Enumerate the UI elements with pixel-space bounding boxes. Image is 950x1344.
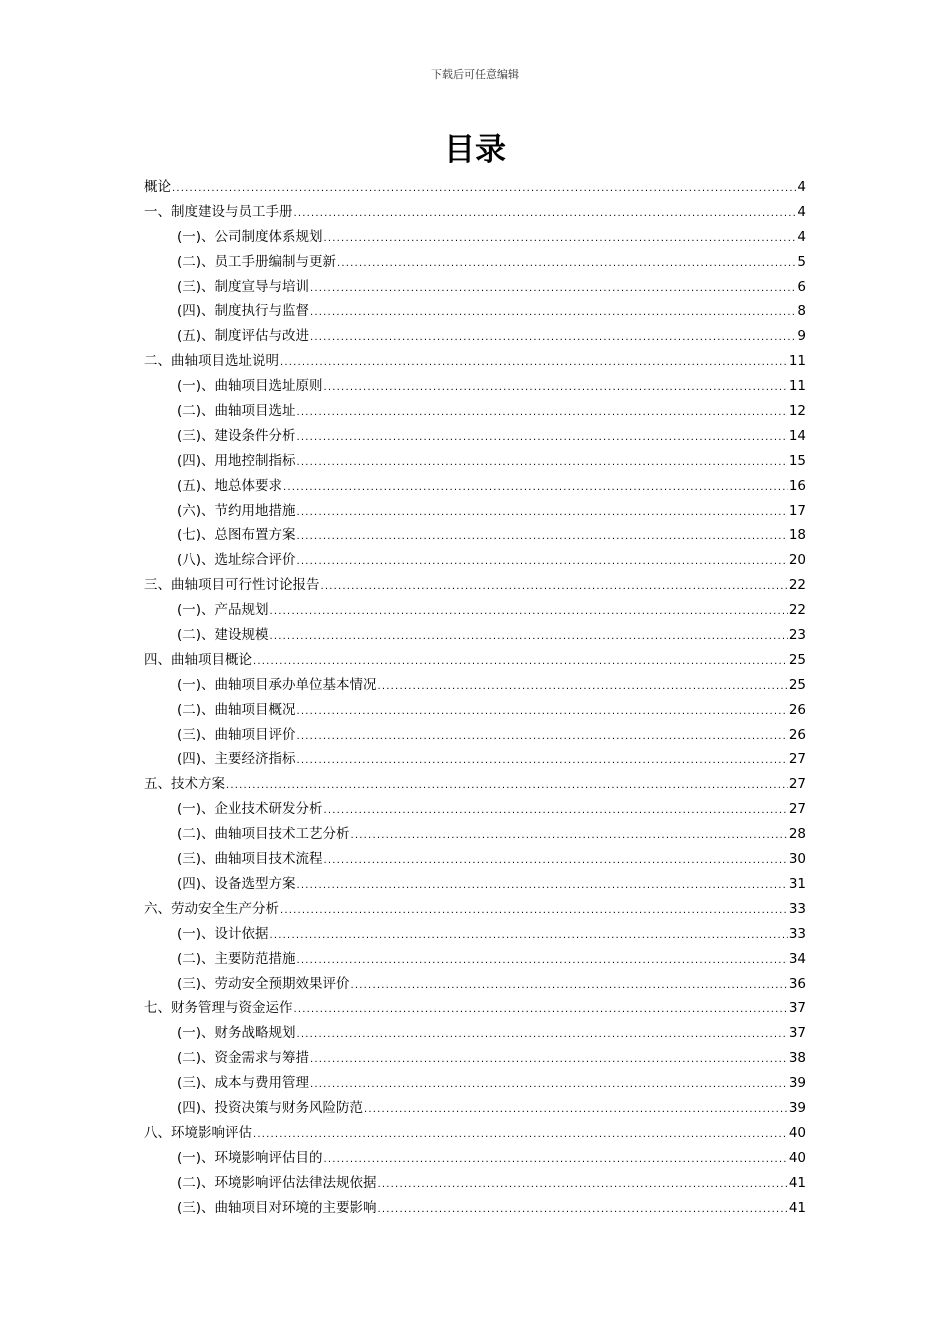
toc-subentry[interactable] (144, 324, 806, 349)
toc-dot-leader (337, 252, 796, 277)
toc-dot-leader (172, 177, 796, 202)
toc-page-number: 27 (788, 801, 806, 818)
toc-page-number: 15 (788, 452, 806, 469)
toc-page-number: 22 (788, 577, 806, 594)
toc-page-number: 26 (788, 726, 806, 743)
toc-entry-label: (四)、制度执行与监督 (177, 303, 310, 320)
toc-page-number: 17 (788, 502, 806, 519)
toc-entry[interactable] (144, 573, 806, 598)
toc-subentry[interactable] (144, 374, 806, 399)
toc-entry-label: (四)、用地控制指标 (177, 452, 296, 469)
toc-subentry[interactable] (144, 847, 806, 872)
toc-entry-label: (四)、投资决策与财务风险防范 (177, 1099, 364, 1116)
toc-entry-label: 三、曲轴项目可行性讨论报告 (144, 577, 320, 594)
toc-subentry[interactable] (144, 747, 806, 772)
toc-subentry[interactable] (144, 1171, 806, 1196)
toc-dot-leader (297, 550, 788, 575)
toc-subentry[interactable] (144, 474, 806, 499)
toc-entry-label: (五)、制度评估与改进 (177, 328, 310, 345)
toc-dot-leader (297, 525, 788, 550)
toc-page-number: 37 (788, 1025, 806, 1042)
toc-dot-leader (324, 227, 797, 252)
toc-subentry[interactable] (144, 822, 806, 847)
toc-page-number: 14 (788, 427, 806, 444)
toc-page-number: 20 (788, 552, 806, 569)
toc-dot-leader (294, 998, 788, 1023)
toc-entry-label: 六、劳动安全生产分析 (144, 900, 279, 917)
toc-dot-leader (324, 849, 788, 874)
toc-page-number: 39 (788, 1099, 806, 1116)
toc-entry-label: (一)、财务战略规划 (177, 1025, 296, 1042)
toc-entry-label: (六)、节约用地措施 (177, 502, 296, 519)
toc-subentry[interactable] (144, 1196, 806, 1221)
toc-dot-leader (378, 1198, 788, 1223)
toc-dot-leader (297, 949, 788, 974)
toc-entry[interactable] (144, 897, 806, 922)
toc-subentry[interactable] (144, 449, 806, 474)
toc-page-number: 4 (797, 203, 806, 220)
toc-page-number: 22 (788, 602, 806, 619)
toc-dot-leader (283, 476, 788, 501)
toc-dot-leader (253, 650, 788, 675)
page-title: 目录 (444, 132, 506, 168)
toc-subentry[interactable] (144, 1071, 806, 1096)
toc-entry-label: (二)、资金需求与筹措 (177, 1050, 310, 1067)
toc-subentry[interactable] (144, 399, 806, 424)
toc-dot-leader (297, 874, 788, 899)
toc-entry-label: 七、财务管理与资金运作 (144, 1000, 293, 1017)
toc-page-number: 38 (788, 1050, 806, 1067)
toc-page-number: 40 (788, 1149, 806, 1166)
toc-dot-leader (297, 1023, 788, 1048)
toc-dot-leader (226, 774, 788, 799)
toc-dot-leader (297, 501, 788, 526)
toc-subentry[interactable] (144, 723, 806, 748)
toc-subentry[interactable] (144, 299, 806, 324)
toc-page-number: 9 (797, 328, 806, 345)
toc-entry-label: (三)、制度宣导与培训 (177, 278, 310, 295)
toc-page-number: 18 (788, 527, 806, 544)
toc-page-number: 33 (788, 925, 806, 942)
toc-subentry[interactable] (144, 797, 806, 822)
toc-entry[interactable] (144, 772, 806, 797)
toc-entry[interactable] (144, 175, 806, 200)
toc-subentry[interactable] (144, 250, 806, 275)
toc-dot-leader (310, 301, 796, 326)
toc-subentry[interactable] (144, 922, 806, 947)
toc-dot-leader (324, 376, 788, 401)
toc-dot-leader (297, 725, 788, 750)
toc-entry-label: (一)、公司制度体系规划 (177, 228, 323, 245)
toc-entry-label: (一)、曲轴项目承办单位基本情况 (177, 676, 377, 693)
toc-entry-label: (二)、曲轴项目技术工艺分析 (177, 826, 350, 843)
toc-page-number: 36 (788, 975, 806, 992)
toc-page-number: 25 (788, 676, 806, 693)
toc-entry[interactable] (144, 1121, 806, 1146)
toc-dot-leader (270, 600, 788, 625)
toc-page-number: 8 (797, 303, 806, 320)
toc-page-number: 27 (788, 751, 806, 768)
toc-dot-leader (321, 575, 788, 600)
toc-dot-leader (253, 1123, 788, 1148)
toc-page-number: 40 (788, 1124, 806, 1141)
toc-page-number: 41 (788, 1199, 806, 1216)
toc-subentry[interactable] (144, 872, 806, 897)
toc-entry-label: (一)、企业技术研发分析 (177, 801, 323, 818)
toc-entry-label: (三)、建设条件分析 (177, 427, 296, 444)
toc-page-number: 4 (797, 179, 806, 195)
toc-subentry[interactable] (144, 548, 806, 573)
toc-page-number: 39 (788, 1075, 806, 1092)
toc-dot-leader (351, 824, 788, 849)
toc-entry-label: 二、曲轴项目选址说明 (144, 353, 279, 370)
toc-dot-leader (351, 974, 788, 999)
toc-dot-leader (324, 1148, 788, 1173)
toc-entry[interactable] (144, 996, 806, 1021)
toc-entry-label: 五、技术方案 (144, 776, 225, 793)
toc-dot-leader (294, 202, 797, 227)
toc-entry-label: (二)、建设规模 (177, 627, 269, 644)
toc-dot-leader (280, 899, 788, 924)
toc-dot-leader (310, 1073, 788, 1098)
toc-entry-label: (二)、主要防范措施 (177, 950, 296, 967)
toc-page-number: 41 (788, 1174, 806, 1191)
toc-entry-label: 四、曲轴项目概论 (144, 651, 252, 668)
toc-page-number: 11 (788, 353, 806, 370)
toc-entry-label: 八、环境影响评估 (144, 1124, 252, 1141)
toc-entry-label: (一)、曲轴项目选址原则 (177, 378, 323, 395)
toc-entry-label: 一、制度建设与员工手册 (144, 203, 293, 220)
toc-subentry[interactable] (144, 424, 806, 449)
toc-page-number: 23 (788, 627, 806, 644)
toc-subentry[interactable] (144, 275, 806, 300)
toc-page-number: 5 (797, 253, 806, 270)
toc-entry-label: (一)、设计依据 (177, 925, 269, 942)
toc-dot-leader (280, 351, 788, 376)
toc-subentry[interactable] (144, 698, 806, 723)
toc-entry-label: 概论 (144, 179, 171, 195)
toc-dot-leader (310, 326, 796, 351)
toc-subentry[interactable] (144, 673, 806, 698)
toc-subentry[interactable] (144, 1146, 806, 1171)
toc-subentry[interactable] (144, 1046, 806, 1071)
toc-dot-leader (364, 1098, 788, 1123)
toc-page-number: 34 (788, 950, 806, 967)
toc-entry-label: (二)、曲轴项目概况 (177, 701, 296, 718)
toc-page-number: 25 (788, 651, 806, 668)
toc-page-number: 11 (788, 378, 806, 395)
toc-page-number: 31 (788, 875, 806, 892)
toc-entry-label: (二)、曲轴项目选址 (177, 403, 296, 420)
toc-subentry[interactable] (144, 1096, 806, 1121)
toc-entry-label: (一)、产品规划 (177, 602, 269, 619)
toc-dot-leader (297, 749, 788, 774)
toc-subentry[interactable] (144, 972, 806, 997)
toc-subentry[interactable] (144, 1021, 806, 1046)
toc-page-number: 28 (788, 826, 806, 843)
toc-entry-label: (一)、环境影响评估目的 (177, 1149, 323, 1166)
toc-dot-leader (297, 451, 788, 476)
toc-dot-leader (297, 426, 788, 451)
toc-entry-label: (八)、选址综合评价 (177, 552, 296, 569)
toc-dot-leader (378, 675, 788, 700)
toc-subentry[interactable] (144, 947, 806, 972)
toc-dot-leader (378, 1173, 788, 1198)
toc-entry[interactable] (144, 349, 806, 374)
toc-dot-leader (270, 924, 788, 949)
toc-page-number: 33 (788, 900, 806, 917)
toc-subentry[interactable] (144, 598, 806, 623)
page-header: 下载后可任意编辑 (431, 68, 519, 81)
toc-page-number: 26 (788, 701, 806, 718)
toc-entry-label: (四)、设备选型方案 (177, 875, 296, 892)
toc-entry-label: (三)、曲轴项目对环境的主要影响 (177, 1199, 377, 1216)
toc-subentry[interactable] (144, 225, 806, 250)
toc-page-number: 6 (797, 278, 806, 295)
toc-entry-label: (三)、曲轴项目评价 (177, 726, 296, 743)
toc-entry-label: (三)、劳动安全预期效果评价 (177, 975, 350, 992)
toc-subentry[interactable] (144, 623, 806, 648)
toc-entry-label: (二)、环境影响评估法律法规依据 (177, 1174, 377, 1191)
table-of-contents (144, 175, 806, 1220)
toc-dot-leader (310, 1048, 788, 1073)
toc-dot-leader (310, 277, 796, 302)
toc-subentry[interactable] (144, 499, 806, 524)
toc-page-number: 12 (788, 403, 806, 420)
toc-entry-label: (三)、曲轴项目技术流程 (177, 851, 323, 868)
toc-dot-leader (297, 401, 788, 426)
toc-page-number: 4 (797, 228, 806, 245)
toc-entry-label: (四)、主要经济指标 (177, 751, 296, 768)
toc-page-number: 30 (788, 851, 806, 868)
toc-entry-label: (七)、总图布置方案 (177, 527, 296, 544)
toc-page-number: 37 (788, 1000, 806, 1017)
toc-entry-label: (二)、员工手册编制与更新 (177, 253, 337, 270)
toc-dot-leader (270, 625, 788, 650)
toc-subentry[interactable] (144, 523, 806, 548)
toc-page-number: 16 (788, 477, 806, 494)
toc-entry[interactable] (144, 200, 806, 225)
toc-entry[interactable] (144, 648, 806, 673)
toc-entry-label: (三)、成本与费用管理 (177, 1075, 310, 1092)
toc-dot-leader (324, 799, 788, 824)
toc-dot-leader (297, 700, 788, 725)
toc-entry-label: (五)、地总体要求 (177, 477, 283, 494)
toc-page-number: 27 (788, 776, 806, 793)
